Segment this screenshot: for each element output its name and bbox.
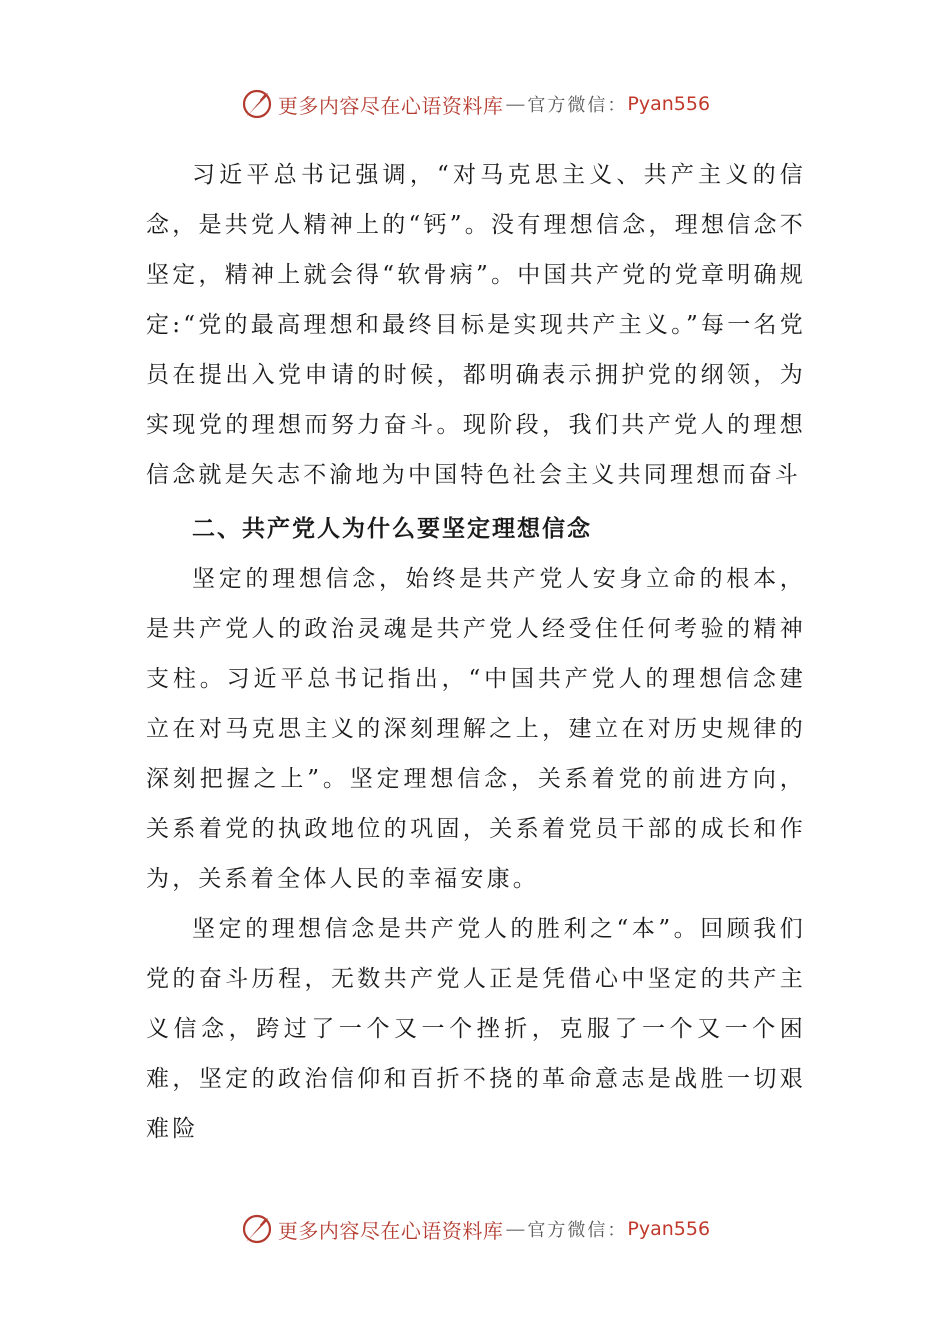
banner-contact-id: Pyan556 [627,93,711,115]
document-body [146,150,806,1154]
header-banner [0,84,950,124]
section-heading: 二、共产党人为什么要坚定理想信念 [192,516,592,542]
footer-banner [0,1209,950,1249]
banner-contact-label: 官方微信： [527,1220,628,1241]
banner-contact-label: 官方微信： [527,95,628,116]
banner-text: 更多内容尽在心语资料库 [277,1218,504,1243]
paragraph: 坚定的理想信念，始终是共产党人安身立命的根本，是共产党人的政治灵魂是共产党人经受住任何考验的精神支柱。习近平总书记指出，“中国共产党人的理想信念建立在对马克思主义的深刻理解之上，建立在对历史规律的深刻把握之上”。坚定理想信念，关系着党的前进方向，关系着党的执政地位的巩固，关系着党员干部的成长和作为，关系着全体人民的幸福安康。 [146,566,806,892]
banner-separator: — [505,92,526,116]
paragraph: 坚定的理想信念是共产党人的胜利之“本”。回顾我们党的奋斗历程，无数共产党人正是凭借心中坚定的共产主义信念，跨过了一个又一个挫折，克服了一个又一个困难，坚定的政治信仰和百折不挠的革命意志是战胜一切艰难险 [146,916,806,1142]
banner-text: 更多内容尽在心语资料库 [277,93,504,118]
quill-logo-icon [240,1212,274,1246]
banner-separator: — [505,1217,526,1241]
quill-logo-icon [240,87,274,121]
banner-contact-id: Pyan556 [627,1218,711,1240]
paragraph: 习近平总书记强调，“对马克思主义、共产主义的信念，是共党人精神上的“钙”。没有理想信念，理想信念不坚定，精神上就会得“软骨病”。中国共产党的党章明确规定:“党的最高理想和最终目标是实现共产主义。”每一名党员在提出入党申请的时候，都明确表示拥护党的纲领，为实现党的理想而努力奋斗。现阶段，我们共产党人的理想信念就是矢志不渝地为中国特色社会主义共同理想而奋斗 [146,162,806,488]
